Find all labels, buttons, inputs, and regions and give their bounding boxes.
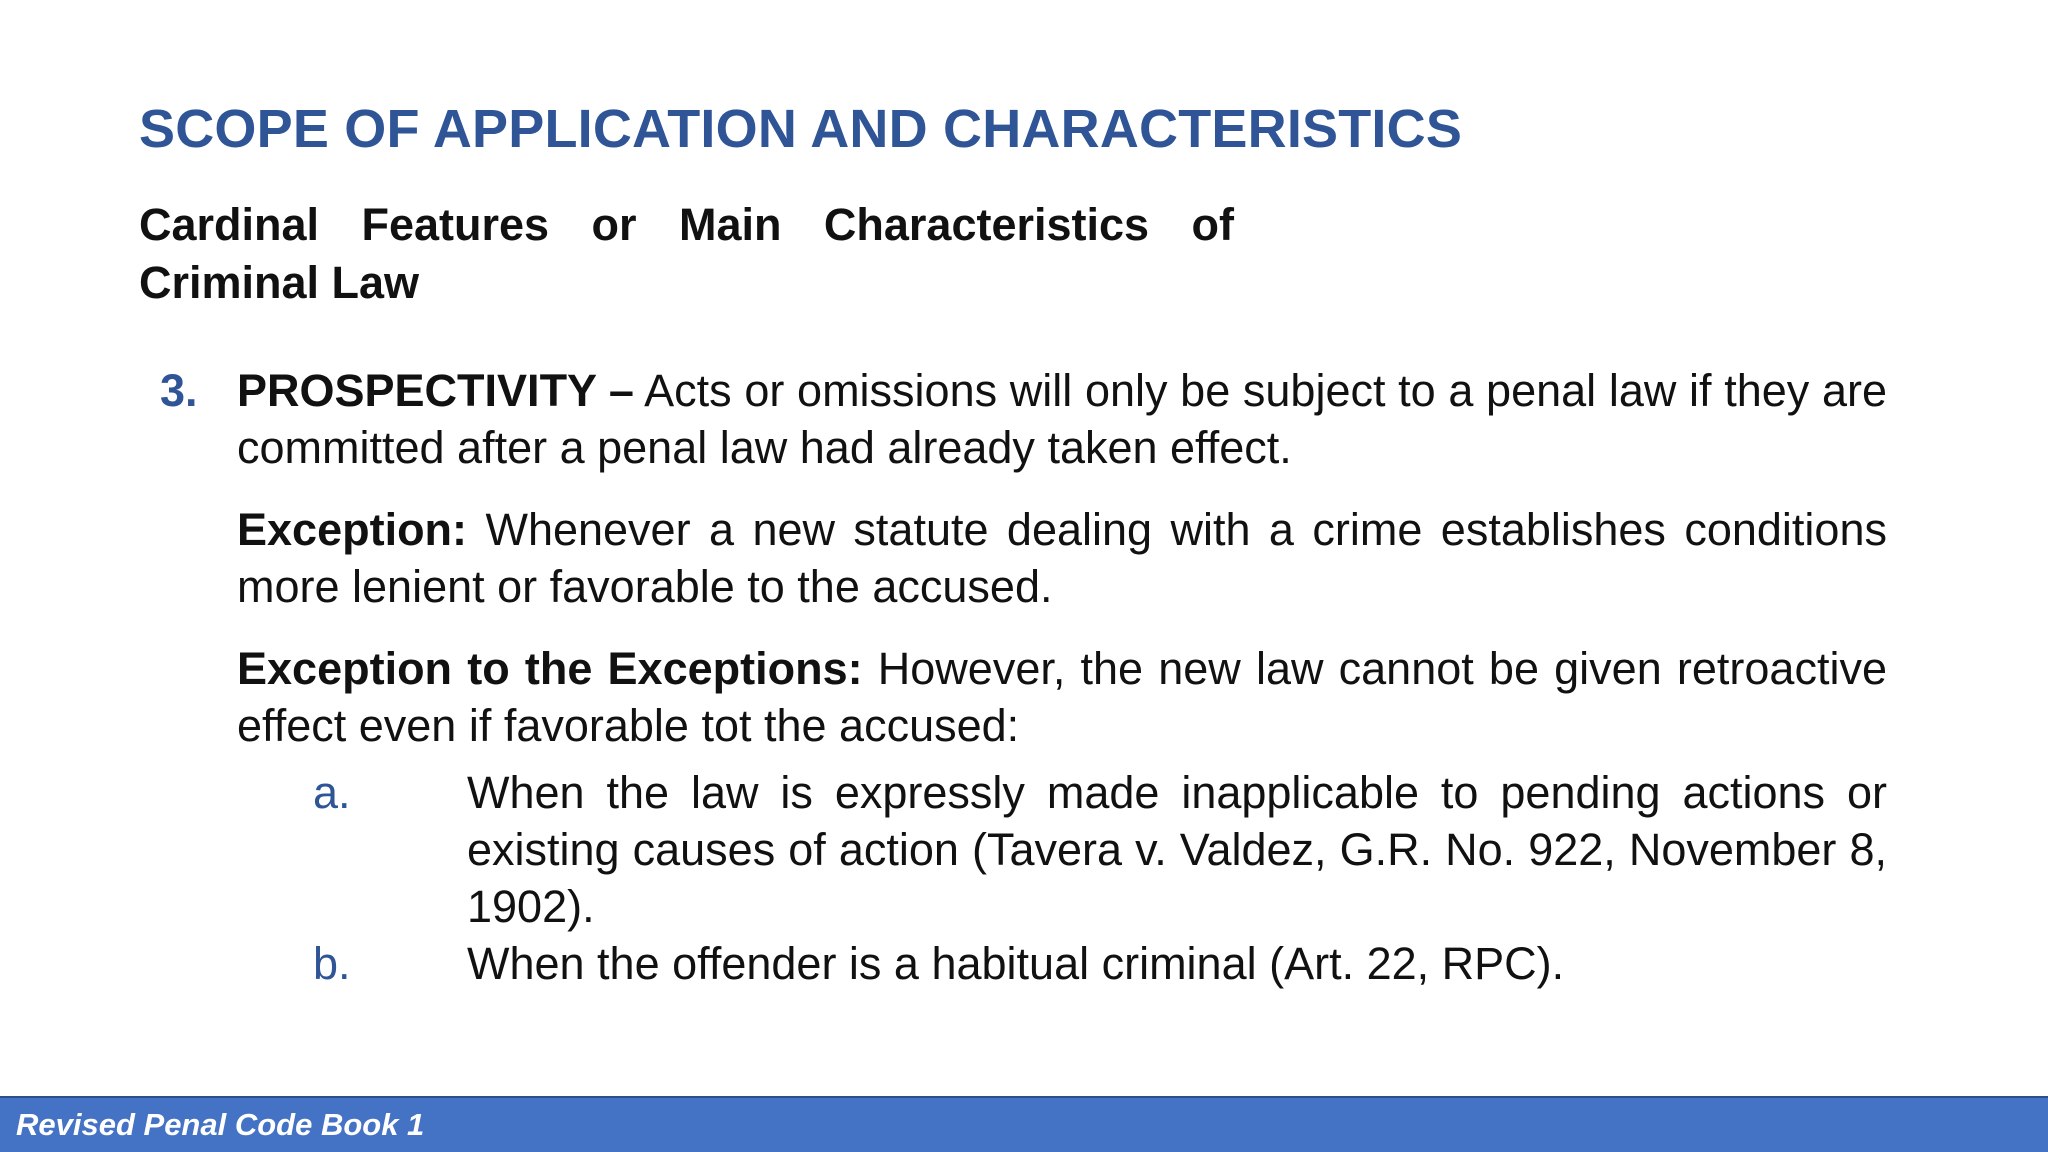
sub-list-item-a (313, 764, 1887, 935)
exception-to-exceptions-text: However, the new law cannot be given retroactive effect even if favorable tot the accused: (237, 643, 1887, 751)
prospectivity-heading: PROSPECTIVITY – (237, 365, 634, 416)
exception-to-exceptions-paragraph (237, 640, 1887, 754)
sub-marker-b: b. (313, 938, 351, 989)
slide-title: SCOPE OF APPLICATION AND CHARACTERISTICS (139, 99, 1463, 159)
item-body (237, 362, 1887, 992)
prospectivity-text: Acts or omissions will only be subject to a penal law if they are committed after a penal law had already taken effect. (237, 365, 1887, 473)
item-number: 3. (160, 365, 198, 416)
sub-marker-a: a. (313, 767, 351, 818)
sub-list-container (237, 764, 1887, 992)
sub-list (313, 764, 1887, 992)
footer-text: Revised Penal Code Book 1 (16, 1107, 425, 1142)
exception-to-exceptions-label: Exception to the Exceptions: (237, 643, 863, 694)
exception-text: Whenever a new statute dealing with a crime establishes conditions more lenient or favorable to the accused. (237, 504, 1887, 612)
exception-paragraph (237, 501, 1887, 615)
sub-text-a: When the law is expressly made inapplicable to pending actions or existing causes of action (Tavera v. Valdez, G.R. No. 922, November 8, 1902). (467, 767, 1887, 932)
footer-bar (0, 1096, 2048, 1152)
prospectivity-paragraph (237, 362, 1887, 476)
exception-label: Exception: (237, 504, 468, 555)
subtitle-line-2: Criminal Law (139, 257, 420, 308)
slide-subtitle (139, 196, 1234, 312)
sub-text-b: When the offender is a habitual criminal (Art. 22, RPC). (467, 938, 1565, 989)
subtitle-line-1: Cardinal Features or Main Characteristics of (139, 199, 1234, 250)
sub-list-item-b (313, 935, 1887, 992)
